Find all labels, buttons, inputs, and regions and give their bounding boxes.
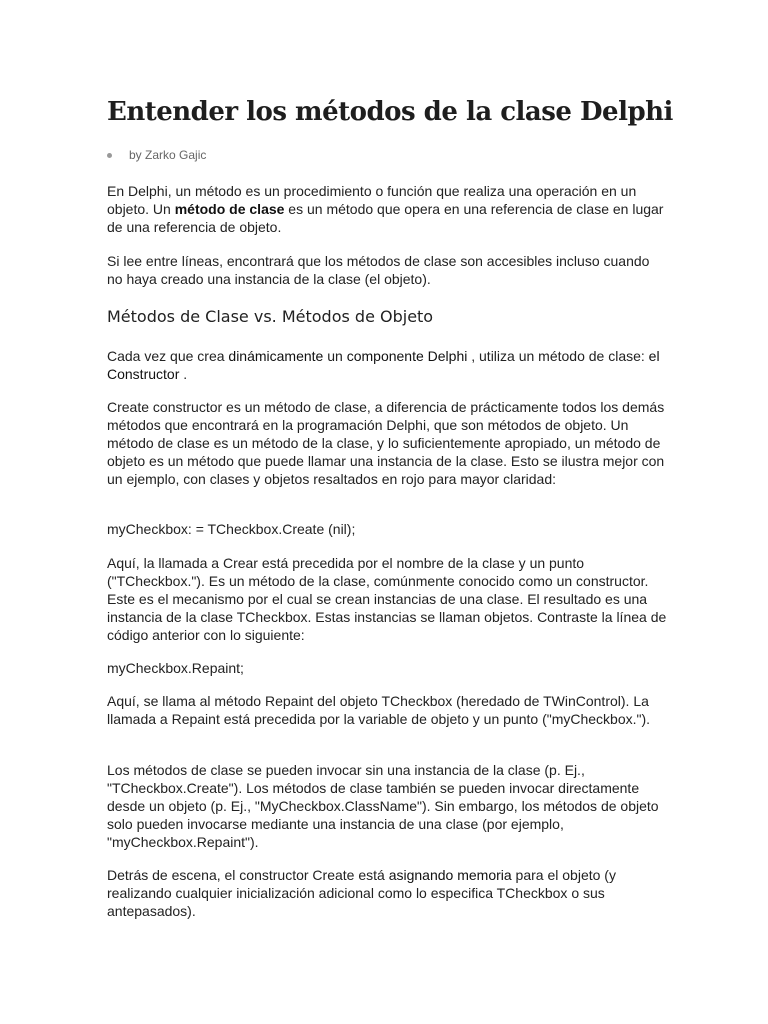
paragraph-behind-scenes-text-b: para el objeto (y realizando cualquier inicialización adicional como lo especifica TCheckbox o sus antepasados). bbox=[107, 867, 616, 919]
author-byline bbox=[129, 146, 206, 164]
paragraph-class-methods: Los métodos de clase se pueden invocar sin una instancia de la clase (p. Ej., "TCheckbox.Create"). Los métodos de clase también se pueden invocar directamente desde un objeto (p. Ej., "MyCheckbox.ClassName"). Sin embargo, los métodos de objeto solo pueden invocarse mediante una instancia de una clase (por ejemplo, "myCheckbox.Repaint"). bbox=[107, 762, 659, 850]
paragraph-constructor-text-d: . bbox=[179, 366, 188, 382]
bullet-icon bbox=[107, 153, 112, 158]
paragraph-behind-scenes bbox=[107, 866, 667, 920]
link-dinamicamente[interactable]: dinámicamente bbox=[228, 348, 324, 364]
paragraph-intro-text-b: es un método que opera en una referencia de clase en lugar de una referencia de objeto. bbox=[107, 201, 664, 235]
paragraph-llamada-crear: Aquí, la llamada a Crear está precedida por el nombre de la clase y un punto ("TCheckbox."). Es un método de la clase, comúnmente conocido como un constructor. Este es el mecanismo por el cual se crean instancias de una clase. El resultado es una instancia de la clase TCheckbox. Estas instancias se llaman objetos. Contraste la línea de código anterior con lo siguiente: bbox=[107, 555, 667, 643]
paragraph-constructor-text-c: , utiliza un método de clase: bbox=[467, 348, 649, 364]
code-line-repaint: myCheckbox.Repaint; bbox=[107, 660, 244, 676]
link-el-constructor[interactable]: el Constructor bbox=[107, 348, 660, 382]
paragraph-constructor-text-a: Cada vez que crea bbox=[107, 348, 229, 364]
paragraph-behind-scenes-text-a: Detrás de escena, el constructor Create está bbox=[107, 867, 389, 883]
link-componente-delphi[interactable]: componente Delphi bbox=[346, 348, 468, 364]
paragraph-between-lines: Si lee entre líneas, encontrará que los métodos de clase son accesibles incluso cuando no haya creado una instancia de la clase (el objeto). bbox=[107, 253, 650, 287]
paragraph-intro bbox=[107, 182, 667, 236]
paragraph-create-constructor: Create constructor es un método de clase, a diferencia de prácticamente todos los demás métodos que encontrará en la programación Delphi, que son métodos de objeto. Un método de clase es un método de la clase, y lo suficientemente apropiado, un método de objeto es un método que puede llamar una instancia de la clase. Esto se ilustra mejor con un ejemplo, con clases y objetos resaltados en rojo para mayor claridad: bbox=[107, 399, 665, 487]
link-asignando-memoria[interactable]: asignando memoria bbox=[388, 867, 512, 883]
section-heading: Métodos de Clase vs. Métodos de Objeto bbox=[107, 307, 434, 326]
paragraph-constructor bbox=[107, 347, 667, 383]
article-title: Entender los métodos de la clase Delphi bbox=[107, 97, 673, 127]
bold-term-metodo-de-clase: método de clase bbox=[174, 201, 285, 217]
author-name[interactable]: by Zarko Gajic bbox=[129, 148, 207, 162]
paragraph-intro-text-a: En Delphi, un método es un procedimiento o función que realiza una operación en un objeto. Un bbox=[107, 183, 637, 217]
code-line-create: myCheckbox: = TCheckbox.Create (nil); bbox=[107, 521, 356, 537]
paragraph-repaint: Aquí, se llama al método Repaint del objeto TCheckbox (heredado de TWinControl). La llamada a Repaint está precedida por la variable de objeto y un punto ("myCheckbox."). bbox=[107, 693, 651, 727]
paragraph-constructor-text-b: un bbox=[323, 348, 347, 364]
